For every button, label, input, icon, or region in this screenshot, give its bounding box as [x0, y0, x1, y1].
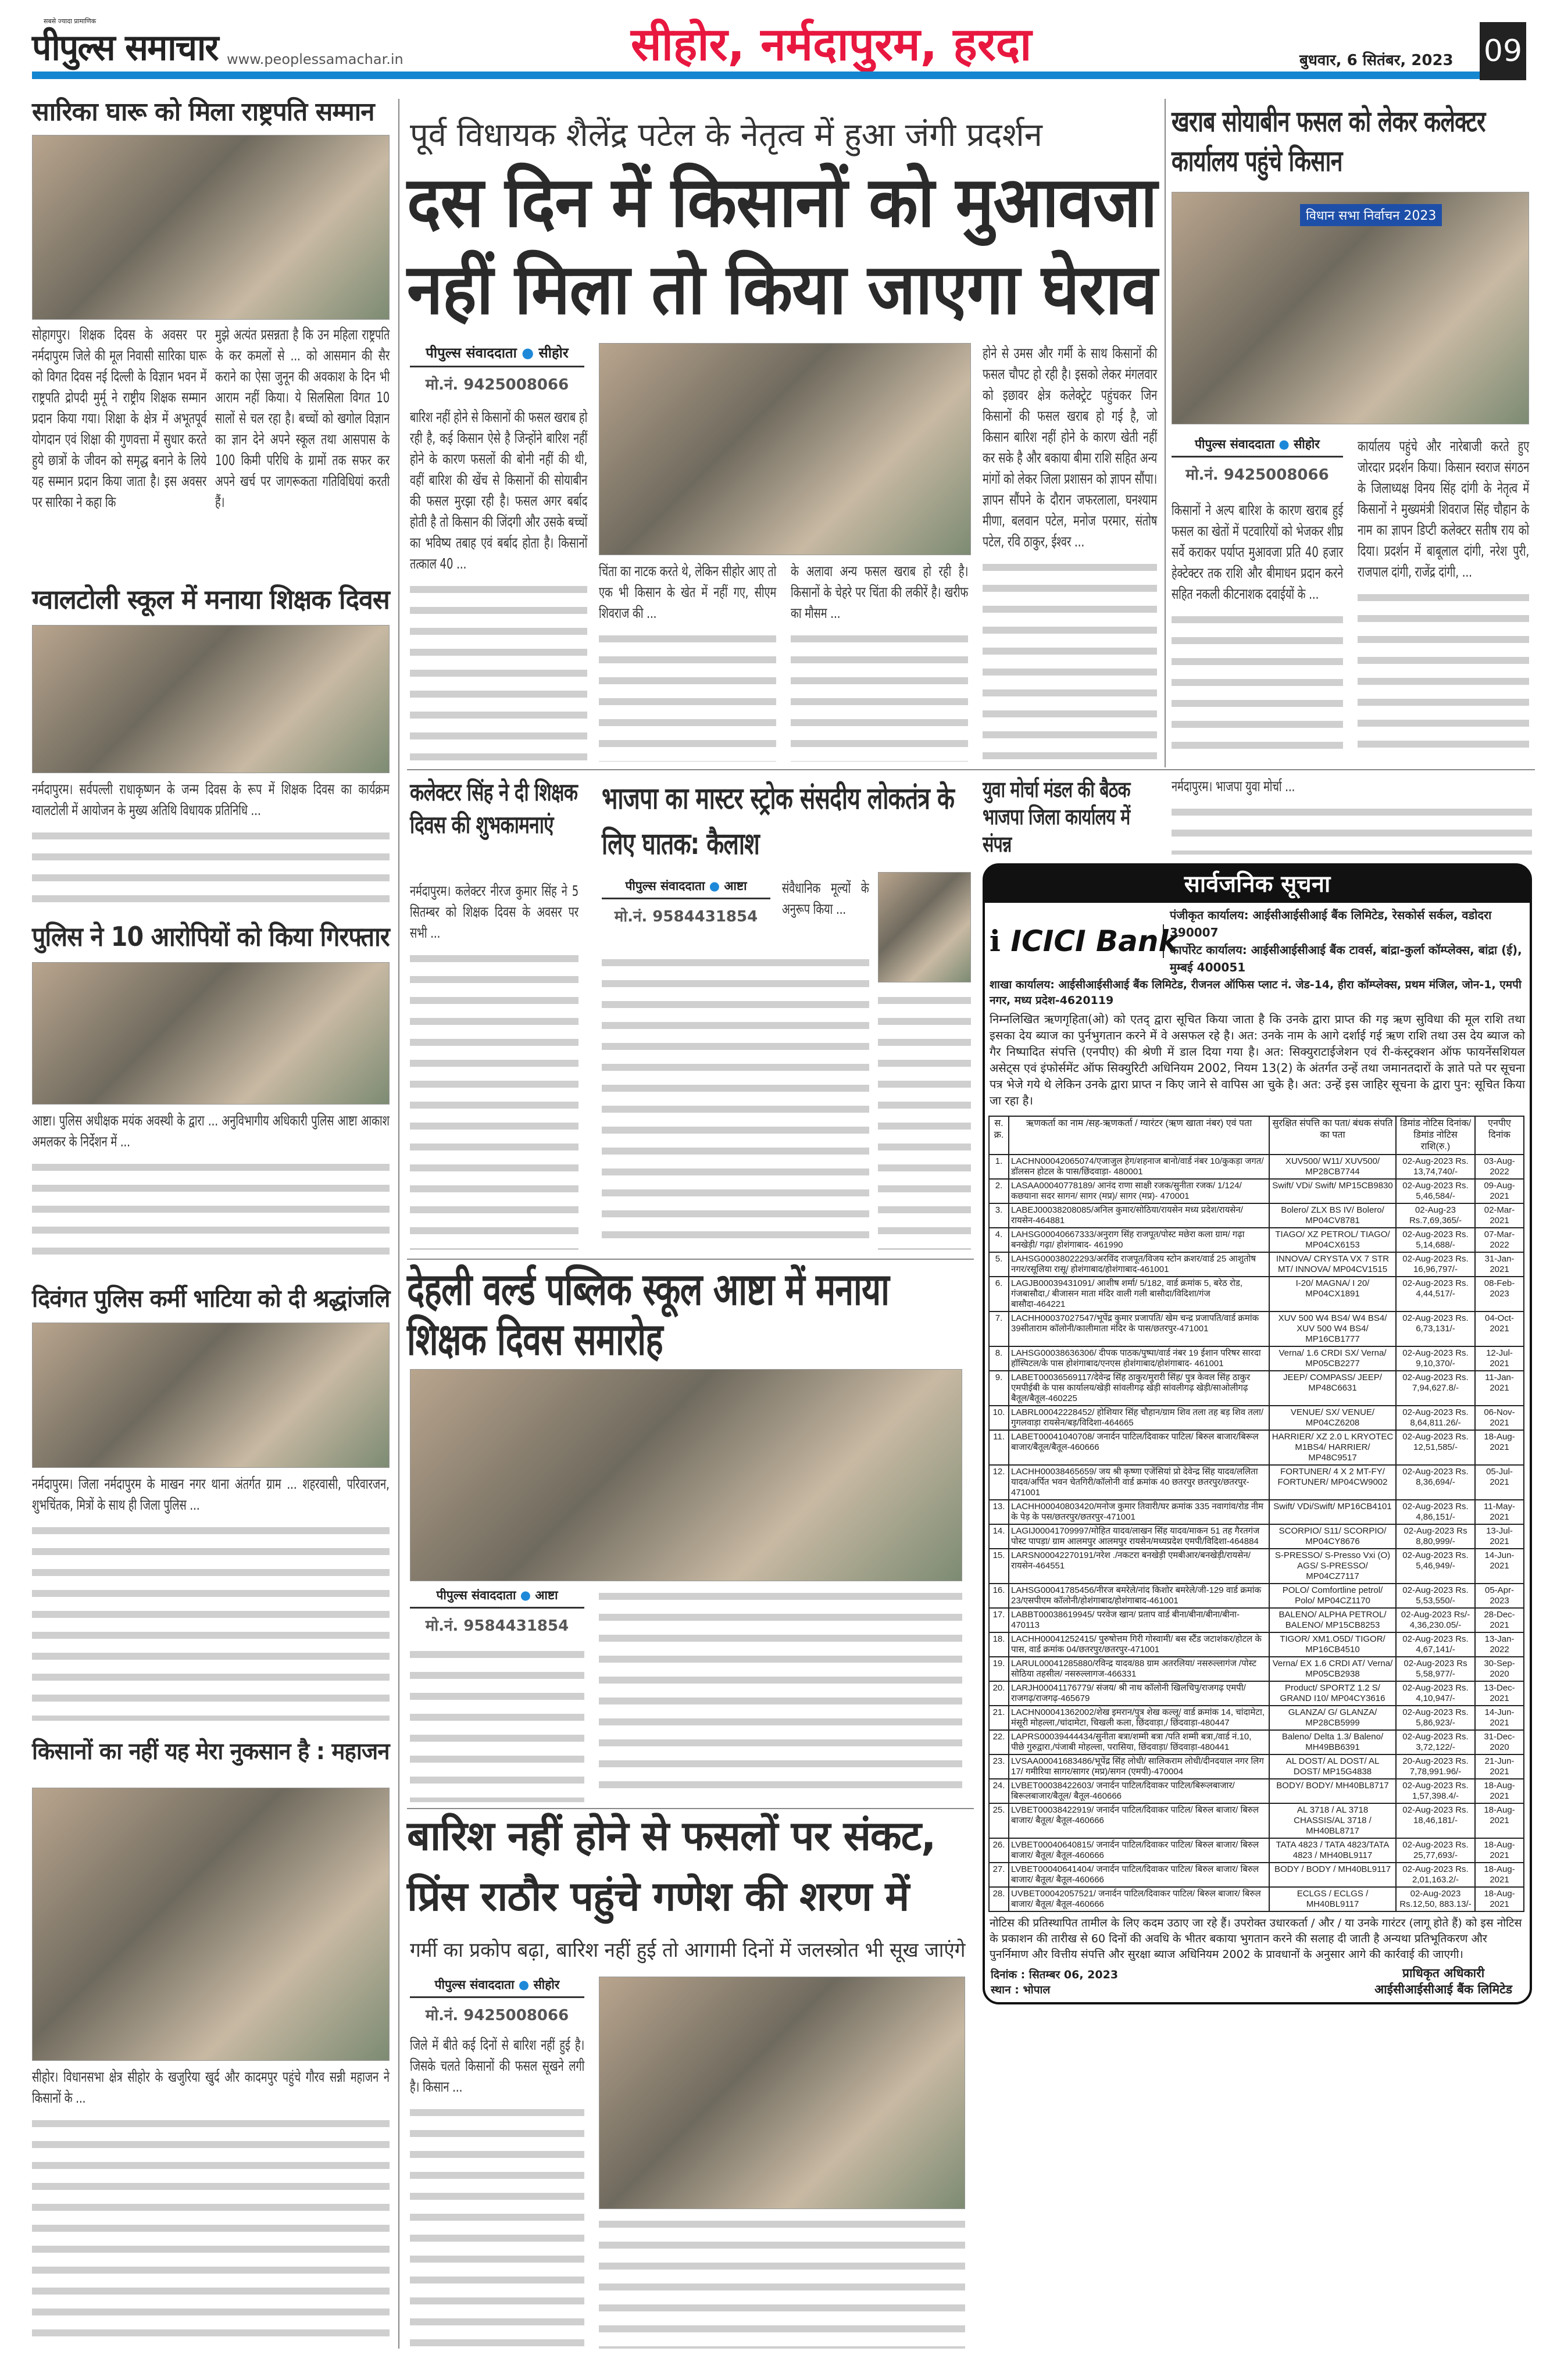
headline-gwaltoli: ग्वालटोली स्कूल में मनाया शिक्षक दिवस [32, 584, 390, 615]
rain-subhead: गर्मी का प्रकोप बढ़ा, बारिश नहीं हुई तो आगामी दिनों में जलस्त्रोत भी सूख जाएंगे [410, 1939, 966, 1962]
asset-cell: FORTUNER/ 4 X 2 MT-FY/ FORTUNER/ MP04CW9002 [1269, 1465, 1396, 1500]
icici-public-notice [983, 863, 1532, 2004]
serial-cell: 12. [989, 1465, 1009, 1500]
table-row [989, 1228, 1524, 1252]
asset-cell: AL 3718 / AL 3718 CHASSIS/AL 3718 / MH40BL8717 [1269, 1803, 1396, 1838]
table-row [989, 1706, 1524, 1730]
npa-date-cell: 18-Aug-2021 [1475, 1887, 1524, 1911]
text-column [1172, 803, 1532, 855]
table-row [989, 1430, 1524, 1465]
serial-cell: 7. [989, 1311, 1009, 1346]
demand-notice-cell: 02-Aug-2023 Rs. 8,36,694/- [1396, 1465, 1475, 1500]
section-divider [407, 1808, 974, 1809]
edition-date: बुधवार, 6 सितंबर, 2023 [1299, 52, 1454, 69]
lead-kicker: पूर्व विधायक शैलेंद्र पटेल के नेतृत्व में हुआ जंगी प्रदर्शन [410, 116, 1042, 154]
lead-headline-line1: दस दिन में किसानों को मुआवजा [407, 162, 1157, 243]
serial-cell: 15. [989, 1549, 1009, 1584]
article-soybean-col1: किसानों ने अल्प बारिश के कारण खराब हुई फसल का खेतों में पटवारियों को भेजकर शीघ्र सर्वे कराकर पर्याप्त मुआवजा प्रति 40 हजार हेक्टेक्टर तक राशि और बीमाधन प्रदान करने सहित नकली कीटनाशक दवाईयों के ... [1172, 502, 1344, 602]
npa-date-cell: 13-Jul-2021 [1475, 1524, 1524, 1549]
borrower-cell: LACHH00041252415/ पुरुषोत्तम गिरी गोस्वामी/ बस स्टैंड जटाशंकर/होटल के पास, वार्ड क्रमांक 04/छतरपुर/छतरपुर-471001 [1009, 1632, 1269, 1657]
serial-cell: 17. [989, 1608, 1009, 1632]
lead-byline [410, 343, 584, 394]
npa-date-cell: 14-Jun-2021 [1475, 1706, 1524, 1730]
bullet-icon: ● [1279, 437, 1290, 451]
npa-date-cell: 18-Aug-2021 [1475, 1863, 1524, 1887]
table-row [989, 1657, 1524, 1681]
asset-cell: HARRIER/ XZ 2.0 L KRYOTEC M1BS4/ HARRIER/ MP48C9517 [1269, 1430, 1396, 1465]
bullet-icon: ● [522, 345, 534, 361]
photo-kailash [878, 872, 971, 982]
text-column [410, 580, 587, 762]
logo-tagline: सबसे ज्यादा प्रामाणिक [44, 17, 97, 25]
text-column [32, 1158, 390, 1267]
photo-banner-text: विधान सभा निर्वाचन 2023 [1300, 204, 1442, 226]
asset-cell: BODY / BODY / MH40BL9117 [1269, 1863, 1396, 1887]
asset-cell: AL DOST/ AL DOST/ AL DOST/ MP15G4838 [1269, 1754, 1396, 1779]
headline-tribute: दिवंगत पुलिस कर्मी भाटिया को दी श्रद्धांजलि [32, 1284, 390, 1313]
borrower-cell: LARSN00042270191/नरेश ./नकटरा बनखेड़ी एमबीआर/बनखेड़ी/रायसेन/रायसेन-464551 [1009, 1549, 1269, 1584]
photo-gwaltoli [32, 625, 390, 773]
table-row [989, 1584, 1524, 1608]
right-byline [1172, 436, 1343, 484]
lead-article-col1: बारिश नहीं होने से किसानों की फसल खराब हो रही है, कई किसान ऐसे है जिन्होंने बारिश नहीं होने के कारण फसलों की बोनी नहीं की थी, वहीं बारिश की खेंच से किसानों की सोयाबीन की फसल मुरझा रही है। फसल अगर बर्बाद होती है तो किसान की जिंदगी और उसके बच्चों का भविष्य तबाह एवं बर्बाद होता है। किसानों तत्काल 40 ... [410, 409, 588, 572]
demand-notice-cell: 02-Aug-2023 Rs. 12,51,585/- [1396, 1430, 1475, 1465]
npa-date-cell: 02-Mar-2021 [1475, 1203, 1524, 1228]
reporter-credit: पीपुल्स संवाददाता ● आष्टा [602, 878, 770, 899]
demand-notice-cell: 02-Aug-2023 Rs/- 4,36,230.05/- [1396, 1608, 1475, 1632]
demand-notice-cell: 02-Aug-2023 Rs. 9,10,370/- [1396, 1346, 1475, 1371]
table-header: ऋणकर्ता का नाम /सह-ऋणकर्ता / ग्यारंटर (ऋण खाता नंबर) एवं पता [1009, 1116, 1269, 1155]
demand-notice-cell: 02-Aug-2023 Rs. 5,14,688/- [1396, 1228, 1475, 1252]
serial-cell: 5. [989, 1252, 1009, 1277]
section-title: सीहोर, नर्मदापुरम, हरदा [631, 19, 1032, 71]
headline-delhi-world-school: देहली वर्ल्ड पब्लिक स्कूल आष्टा में मनाया शिक्षक दिवस समारोह [407, 1263, 890, 1365]
article-collector: नर्मदापुरम। कलेक्टर नीरज कुमार सिंह ने 5 सितम्बर को शिक्षक दिवस के अवसर पर सभी ... [410, 882, 579, 941]
npa-date-cell: 18-Aug-2021 [1475, 1430, 1524, 1465]
borrower-cell: LAGJB00039431091/ आशीष शर्मा/ 5/182, वार्ड क्रमांक 5, बरेठ रोड, गंजबासौदा,/ बीजासन माता मंदिर वाली गली बासौदा/विदिशा/गंज बासौदा-464221 [1009, 1277, 1269, 1311]
asset-cell: S-PRESSO/ S-Presso Vxi (O) AGS/ S-PRESSO/ MP04CZ7117 [1269, 1549, 1396, 1584]
text-column [791, 630, 968, 762]
notice-footer: नोटिस की प्रतिस्थापित तामील के लिए कदम उठाए जा रहे हैं। उपरोक्त उधारकर्ता / और / या उनके गारंटर (लागू होते हैं) को इस नोटिस के प्रकाशन की तारीख से 60 दिनों की अवधि के भीतर बकाया भुगतान करने की सलाह दी जाती है अन्यथा प्रतिभूतिकरण और पुनर्निमाण और वित्तीय संपत्ति और सुरक्षा ब्याज अधिनियम 2002 के प्रावधानों के अनुसार आगे की कार्रवाई की जाएगी। [990, 1917, 1522, 1961]
borrower-cell: LABEJ00038208085/अनिल कुमार/सोठिया/रायसेन मध्य प्रदेश/रायसेन/रायसेन-464881 [1009, 1203, 1269, 1228]
lead-article-col3: के अलावा अन्य फसल खराब हो रही है। किसानों के चेहरे पर चिंता की लकीरें है। खरीफ का मौसम ... [791, 563, 969, 621]
masthead [32, 17, 1526, 80]
bullet-icon: ● [518, 1978, 530, 1992]
asset-cell: Baleno/ Delta 1.3/ Baleno/ MH49BB6391 [1269, 1730, 1396, 1754]
demand-notice-cell: 02-Aug-2023 Rs. 8,64,811.26/- [1396, 1406, 1475, 1430]
article-gwaltoli: नर्मदापुरम। सर्वपल्ली राधाकृष्णन के जन्म दिवस के रूप में शिक्षक दिवस का कार्यक्रम ग्वालटोली में आयोजन के मुख्य अतिथि विधायक प्रतिनिधि ... [32, 781, 390, 819]
borrower-cell: LAHSG00038636306/ दीपक पाठक/पुष्पा/वार्ड नंबर 19 ईशान परिषर सारदा हॉस्पिटल/के पास होशंगाबाद/एनएस होशंगाबाद/होशंगाबाद- 461001 [1009, 1346, 1269, 1371]
asset-cell: ECLGS / ECLGS / MH40BL9117 [1269, 1887, 1396, 1911]
serial-cell: 9. [989, 1371, 1009, 1406]
reporter-mobile: मो.नं. 9425008066 [1185, 466, 1329, 484]
article-rain: जिले में बीते कई दिनों से बारिश नहीं हुई है। जिसके चलते किसानों की फसल सूखने लगी है। किसान ... [410, 2036, 585, 2095]
borrower-cell: LAHSG00038022293/अरविंद राजपूत/विजय स्टोन क्रशर/वार्ड 25 आशुतोष नगर/रसूलिया रासू/ होशंगाबाद/होशंगाबाद-461001 [1009, 1252, 1269, 1277]
notice-date-place: दिनांक : सितम्बर 06, 2023 स्थान : भोपाल [991, 1968, 1119, 1996]
borrower-cell: LVBET00038422919/ जनार्दन पाटिल/दिवाकर पाटिल/ बिरुल बाजार/ बिरुल बाजार/ बैतूल/ बैतूल-460666 [1009, 1803, 1269, 1838]
demand-notice-cell: 02-Aug-2023 Rs. 4,86,151/- [1396, 1500, 1475, 1524]
asset-cell: I-20/ MAGNA/ I 20/ MP04CX1891 [1269, 1277, 1396, 1311]
text-column [32, 827, 390, 910]
asset-cell: BODY/ BODY/ MH40BL8717 [1269, 1779, 1396, 1803]
table-row [989, 1179, 1524, 1203]
asset-cell: Bolero/ ZLX BS IV/ Bolero/ MP04CV8781 [1269, 1203, 1396, 1228]
reporter-mobile: मो.नं. 9584431854 [614, 908, 758, 925]
table-row [989, 1311, 1524, 1346]
serial-cell: 3. [989, 1203, 1009, 1228]
serial-cell: 14. [989, 1524, 1009, 1549]
borrower-cell: LACHH00038465659/ जय श्री कृष्णा एजेंसियां प्रो देवेन्द्र सिंह यादव/ललिता यादव/अर्पित भवन चेतगिरी/कॉलोनी वार्ड क्रमांक 40 छतरपुर छतरपुर/छतरपुर- 471001 [1009, 1465, 1269, 1500]
table-header: स.क्र. [989, 1116, 1009, 1155]
lead-headline-line2: नहीं मिला तो किया जाएगा घेराव [407, 249, 1157, 330]
reporter-mobile: मो.नं. 9584431854 [425, 1617, 569, 1635]
borrower-cell: UVBET00042057521/ जनार्दन पाटिल/दिवाकर पाटिल/ बिरुल बाजार/ बिरुल बाजार/ बैतूल/ बैतूल-460666 [1009, 1887, 1269, 1911]
text-column [410, 1645, 584, 1802]
table-header: सुरक्षित संपत्ति का पता/ बंधक संपति का पता [1269, 1116, 1396, 1155]
serial-cell: 16. [989, 1584, 1009, 1608]
asset-cell: Verna/ EX 1.6 CRDI AT/ Verna/ MP05CB2938 [1269, 1657, 1396, 1681]
icici-logo-mark: ℹ [990, 924, 1001, 958]
article-soybean-col2: कार्यालय पहुंचे और नारेबाजी करते हुए जोरदार प्रदर्शन किया। किसान स्वराज संगठन के जिलाध्यक्ष विनय सिंह दांगी के नेतृत्व में किसानों ने मुख्यमंत्री शिवराज सिंह चौहान के नाम का ज्ञापन डिप्टी कलेक्टर सतीष राय को दिया। प्रदर्शन में बाबूलाल दांगी, नरेश पुरी, राजपाल दांगी, राजेंद्र दांगी, ... [1358, 438, 1530, 580]
text-column [410, 2103, 584, 2349]
table-row [989, 1754, 1524, 1779]
serial-cell: 28. [989, 1887, 1009, 1911]
table-row [989, 1608, 1524, 1632]
npa-date-cell: 05-Jul-2021 [1475, 1465, 1524, 1500]
asset-cell: JEEP/ COMPASS/ JEEP/ MP48C6631 [1269, 1371, 1396, 1406]
newspaper-logo[interactable]: पीपुल्स समाचार [32, 26, 218, 69]
serial-cell: 22. [989, 1730, 1009, 1754]
lead-article-col2: चिंता का नाटक करते थे, लेकिन सीहोर आए तो एक भी किसान के खेत में नहीं गए, सीएम शिवराज की ... [599, 563, 777, 621]
demand-notice-cell: 02-Aug-2023 Rs.12,50, 883.13/- [1396, 1887, 1475, 1911]
demand-notice-cell: 02-Aug-2023 Rs. 5,46,584/- [1396, 1179, 1475, 1203]
npa-date-cell: 21-Jun-2021 [1475, 1754, 1524, 1779]
asset-cell: POLO/ Comfortline petrol/ Polo/ MP04CZ1170 [1269, 1584, 1396, 1608]
photo-collectorate-farmers [1172, 192, 1529, 424]
bullet-icon: ● [709, 879, 720, 893]
text-column [32, 2114, 390, 2349]
reporter-credit: पीपुल्स संवाददाता ● सीहोर [410, 1977, 584, 1998]
demand-notice-cell: 02-Aug-2023 Rs. 4,10,947/- [1396, 1681, 1475, 1706]
serial-cell: 21. [989, 1706, 1009, 1730]
borrower-cell: LABET00041040708/ जनार्दन पाटिल/दिवाकर पाटिल/ बिरुल बाजार/बिरूल बाजार/बैतूल/बैतूल-460666 [1009, 1430, 1269, 1465]
serial-cell: 25. [989, 1803, 1009, 1838]
npa-date-cell: 31-Jan-2021 [1475, 1252, 1524, 1277]
table-row [989, 1346, 1524, 1371]
npa-date-cell: 11-May-2021 [1475, 1500, 1524, 1524]
demand-notice-cell: 02-Aug-2023 Rs. 4,67,141/- [1396, 1632, 1475, 1657]
bullet-icon: ● [520, 1588, 531, 1602]
npa-date-cell: 28-Dec-2021 [1475, 1608, 1524, 1632]
borrower-cell: LARUL00041285880/रविन्द्र यादव/88 ग्राम अतरलिया/ नसरुल्लागंज /पोस्ट सोठिया तहसील/ नसरुल्लागज-466331 [1009, 1657, 1269, 1681]
text-column [878, 991, 971, 1250]
borrower-cell: LABET00036569117/देवेन्द्र सिंह ठाकुर/मुरारी सिंह/ पुत्र केवल सिंह ठाकुर एमपीईबी के पास कार्यालय/खेड़ी सांवलीगढ़ खेड़ी सांवलीगढ़ खेड़ी/साओलीगढ़ बैतूल/बैतूल-460225 [1009, 1371, 1269, 1406]
borrower-cell: LAHSG00040667333/अनुराग सिंह राजपूत/पोस्ट मछेरा कला ग्राम/ गढ़ा बनखेड़ी/ गढ़ा/ होशंगाबाद- 461990 [1009, 1228, 1269, 1252]
table-row [989, 1887, 1524, 1911]
text-column [602, 953, 869, 1250]
borrower-cell: LAGIJ00041709997/मोहित यादव/लाखन सिंह यादव/माकन 51 तह गैरतगंज पोस्ट पापड़ा/ ग्राम आलमपुर आलमपुर रायसेन/मध्यप्रदेश एमपी/विदिशा-464884 [1009, 1524, 1269, 1549]
serial-cell: 10. [989, 1406, 1009, 1430]
icici-bank-logo: ℹ ICICI Bank [990, 924, 1178, 958]
serial-cell: 26. [989, 1838, 1009, 1863]
column-divider [1165, 99, 1166, 767]
serial-cell: 1. [989, 1155, 1009, 1179]
table-row [989, 1632, 1524, 1657]
asset-cell: TATA 4823 / TATA 4823/TATA 4823 / MH40BL9117 [1269, 1838, 1396, 1863]
npa-date-cell: 31-Dec-2020 [1475, 1730, 1524, 1754]
text-column [599, 630, 776, 762]
website-link[interactable]: www.peoplessamachar.in [227, 51, 403, 67]
serial-cell: 18. [989, 1632, 1009, 1657]
headline-rain-crisis-line1: बारिश नहीं होने से फसलों पर संकट, [407, 1812, 936, 1860]
serial-cell: 27. [989, 1863, 1009, 1887]
section-divider [407, 1259, 974, 1260]
serial-cell: 24. [989, 1779, 1009, 1803]
headline-police-arrest: पुलिस ने 10 आरोपियों को किया गिरफ्तार [32, 921, 390, 952]
rain-byline [410, 1977, 584, 2025]
bjp-byline [602, 878, 770, 926]
article-police-arrest: आष्टा। पुलिस अधीक्षक मयंक अवस्थी के द्वारा ... अनुविभागीय अधिकारी पुलिस आष्टा आकाश अमलकर के निर्देशन में ... [32, 1112, 390, 1150]
demand-notice-cell: 02-Aug-2023 Rs. 7,94,627.8/- [1396, 1371, 1475, 1406]
blue-rule [32, 72, 1480, 79]
asset-cell: Verna/ 1.6 CRDI SX/ Verna/ MP05CB2277 [1269, 1346, 1396, 1371]
serial-cell: 23. [989, 1754, 1009, 1779]
demand-notice-cell: 02-Aug-2023 Rs. 16,96,797/- [1396, 1252, 1475, 1277]
article-tribute: नर्मदापुरम। जिला नर्मदापुरम के माखन नगर थाना अंतर्गत ग्राम ... शहरवासी, परिवारजन, शुभचिंतक, मित्रों के साथ ही जिला पुलिस ... [32, 1475, 390, 1513]
npa-date-cell: 12-Jul-2021 [1475, 1346, 1524, 1371]
borrower-cell: LASAA00040778189/ आनंद राणा साक्षी रजक/सुनीता रजक/ 1/124/ कछयाना सदर सागन/ सागर (मप्र)/ सागर (मप्र)- 470001 [1009, 1179, 1269, 1203]
table-row [989, 1252, 1524, 1277]
borrower-cell: LABBT00038619945/ परवेज खान/ प्रताप वार्ड बीना/बीना/बीना/बीना- 470113 [1009, 1608, 1269, 1632]
demand-notice-cell: 02-Aug-2023 Rs. 3,72,122/- [1396, 1730, 1475, 1754]
headline-bjp-masterstroke: भाजपा का मास्टर स्ट्रोक संसदीय लोकतंत्र के लिए घातक: कैलाश [602, 781, 955, 862]
page-number: 09 [1480, 22, 1526, 80]
table-row [989, 1155, 1524, 1179]
asset-cell: VENUE/ SX/ VENUE/ MP04CZ6208 [1269, 1406, 1396, 1430]
table-header: एनपीए दिनांक [1475, 1116, 1524, 1155]
table-row [989, 1549, 1524, 1584]
table-row [989, 1500, 1524, 1524]
asset-cell: TIGOR/ XM1.O5D/ TIGOR/ MP16CB4510 [1269, 1632, 1396, 1657]
table-row [989, 1730, 1524, 1754]
text-column [1358, 588, 1529, 762]
headline-mahajan: किसानों का नहीं यह मेरा नुकसान है : महाजन [32, 1738, 390, 1765]
article-mahajan: सीहोर। विधानसभा क्षेत्र सीहोर के खजुरिया खुर्द और कादमपुर पहुंचे गौरव सन्नी महाजन ने किसानों के ... [32, 2068, 390, 2106]
borrower-cell: LABRL00042228452/ होशियार सिंह चौहान/ग्राम शिव तला तह बड़ शिव तला/गुगलवाड़ा रायसेन/बड़/विदिशा-464665 [1009, 1406, 1269, 1430]
borrower-cell: LAPRS00039444434/सुनीता बत्रा/शम्मी बत्रा /पति शम्मी बत्रा,/वार्ड नं.10, पीछे गुरुद्वारा,/पंजाबी मोहल्ला, परासिया, छिंदवाड़ा/ छिंदवाड़ा-480441 [1009, 1730, 1269, 1754]
reporter-mobile: मो.नं. 9425008066 [425, 376, 569, 394]
demand-notice-cell: 02-Aug-2023 Rs. 1,57,398.4/- [1396, 1779, 1475, 1803]
npa-date-cell: 11-Jan-2021 [1475, 1371, 1524, 1406]
table-header: डिमांड नोटिस दिनांक/ डिमांड नोटिस राशि(रु.) [1396, 1116, 1475, 1155]
asset-cell: INNOVA/ CRYSTA VX 7 STR MT/ INNOVA/ MP04CV1515 [1269, 1252, 1396, 1277]
borrower-cell: LVBET00038422603/ जनार्दन पाटिल/दिवाकर पाटिल/बिरूलबाजार/बिरूलबाजार/बैतूल/ बैतूल-460666 [1009, 1779, 1269, 1803]
npa-date-cell: 06-Nov-2021 [1475, 1406, 1524, 1430]
headline-soybean: खराब सोयाबीन फसल को लेकर कलेक्टर कार्यालय पहुंचे किसान [1172, 105, 1485, 178]
text-column [599, 2215, 965, 2349]
text-column [32, 1521, 390, 1721]
asset-cell: XUV500/ W11/ XUV500/ MP28CB7744 [1269, 1155, 1396, 1179]
table-row [989, 1863, 1524, 1887]
asset-cell: XUV 500 W4 BS4/ W4 BS4/ XUV 500 W4 BS4/ MP16CB1777 [1269, 1311, 1396, 1346]
corporate-office: कार्पोरेट कार्यालय: आईसीआईसीआई बैंक टावर्स, बांद्रा-कुर्ला कॉम्प्लेक्स, बांद्रा (ई), मुम्बई 400051 [1170, 943, 1522, 974]
table-row [989, 1524, 1524, 1549]
article-yuva-morcha: नर्मदापुरम। भाजपा युवा मोर्चा ... [1172, 778, 1295, 795]
asset-cell: SCORPIO/ S11/ SCORPIO/ MP04CY8676 [1269, 1524, 1396, 1549]
table-row [989, 1406, 1524, 1430]
serial-cell: 11. [989, 1430, 1009, 1465]
reporter-credit: पीपुल्स संवाददाता ● सीहोर [410, 343, 584, 367]
table-row [989, 1779, 1524, 1803]
demand-notice-cell: 02-Aug-2023 Rs. 13,74,740/- [1396, 1155, 1475, 1179]
photo-president-award [32, 135, 390, 320]
borrower-cell: LVBET00040641404/ जनार्दन पाटिल/दिवाकर पाटिल/ बिरुल बाजार/ बिरुल बाजार/ बैतूल/ बैतूल-460666 [1009, 1863, 1269, 1887]
reporter-mobile: मो.नं. 9425008066 [425, 2007, 569, 2024]
demand-notice-cell: 02-Aug-2023 Rs. 5,53,550/- [1396, 1584, 1475, 1608]
demand-notice-cell: 02-Aug-2023 Rs. 4,44,517/- [1396, 1277, 1475, 1311]
npa-date-cell: 14-Jun-2021 [1475, 1549, 1524, 1584]
npa-date-cell: 08-Feb-2023 [1475, 1277, 1524, 1311]
serial-cell: 2. [989, 1179, 1009, 1203]
asset-cell: Swift/ VDi/Swift/ MP16CB4101 [1269, 1500, 1396, 1524]
article-bjp-snippet: संवैधानिक मूल्यों के अनुरूप किया ... [782, 880, 869, 917]
npa-date-cell: 04-Oct-2021 [1475, 1311, 1524, 1346]
npa-date-cell: 03-Aug-2022 [1475, 1155, 1524, 1179]
headline-yuva-morcha: युवा मोर्चा मंडल की बैठक भाजपा जिला कार्यालय में संपन्न [983, 777, 1130, 857]
article-sarika-col2: मुझे अत्यंत प्रसन्नता है कि उन महिला राष्ट्रपति के कर कमलों से ... को आसमान की सैर कराने का ऐसा जुनून की अवकाश के दिन भी आराम नहीं किया। ये सिलसिला विगत 10 सालों से चल रहा है। बच्चों को खगोल विज्ञान का ज्ञान देने अपने स्कूल तथा आसपास के 100 किमी परिधि के ग्रामों तक सफर कर अपने खर्च पर जागरूकता गतिविधियां करती हैं। [215, 326, 390, 510]
demand-notice-cell: 02-Aug-2023 Rs. 25,77,693/- [1396, 1838, 1475, 1863]
headline-rain-crisis-line2: प्रिंस राठौर पहुंचे गणेश की शरण में [407, 1872, 909, 1920]
headline-sarika: सारिका घारू को मिला राष्ट्रपति सम्मान [32, 97, 374, 127]
npa-date-cell: 05-Apr-2023 [1475, 1584, 1524, 1608]
demand-notice-cell: 02-Aug-2023 Rs. 5,46,949/- [1396, 1549, 1475, 1584]
branch-office: शाखा कार्यालय: आईसीआईसीआई बैंक लिमिटेड, रीजनल ऑफिस प्लाट नं. जेड-14, हीरा कॉम्प्लेक्स, प्रथम मंजिल, जोन-1, एमपी नगर, मध्य प्रदेश-4620119 [990, 978, 1522, 1007]
text-column [599, 1587, 962, 1802]
asset-cell: GLANZA/ G/ GLANZA/ MP28CB5999 [1269, 1706, 1396, 1730]
demand-notice-cell: 02-Aug-2023 Rs 8,80,999/- [1396, 1524, 1475, 1549]
demand-notice-cell: 02-Aug-23 Rs.7,69,365/- [1396, 1203, 1475, 1228]
borrower-cell: LACHN00042065074/एजाजुल हेग/शहनाज बानो/वार्ड नंबर 10/कुकड़ा जगत/डॉलसन होटल के पास/छिंदवाड़ा- 480001 [1009, 1155, 1269, 1179]
serial-cell: 13. [989, 1500, 1009, 1524]
photo-farmer-protest [599, 343, 971, 555]
npa-date-cell: 13-Jan-2022 [1475, 1632, 1524, 1657]
demand-notice-cell: 02-Aug-2023 Rs. 2,01,163.2/- [1396, 1863, 1475, 1887]
table-row [989, 1465, 1524, 1500]
npa-date-cell: 07-Mar-2022 [1475, 1228, 1524, 1252]
authorized-signatory: प्राधिकृत अधिकारी आईसीआईसीआई बैंक लिमिटेड [1374, 1966, 1512, 1996]
table-row [989, 1203, 1524, 1228]
demand-notice-cell: 20-Aug-2023 Rs. 7,78,991.96/- [1396, 1754, 1475, 1779]
npa-table [988, 1116, 1524, 1912]
serial-cell: 4. [989, 1228, 1009, 1252]
npa-date-cell: 18-Aug-2021 [1475, 1779, 1524, 1803]
notice-title: सार्वजनिक सूचना [985, 866, 1530, 903]
borrower-cell: LVBET00040640815/ जनार्दन पाटिल/दिवाकर पाटिल/ बिरुल बाजार/ बिरुल बाजार/ बैतूल/ बैतूल-460666 [1009, 1838, 1269, 1863]
reporter-credit: पीपुल्स संवाददाता ● सीहोर [1172, 436, 1343, 458]
section-divider [407, 769, 1535, 770]
serial-cell: 20. [989, 1681, 1009, 1706]
article-sarika-col1: सोहागपुर। शिक्षक दिवस के अवसर पर नर्मदापुरम जिले की मूल निवासी सारिका घारू को विगत दिवस नई दिल्ली के विज्ञान भवन में राष्ट्रपति द्रोपदी मुर्मू ने राष्ट्रीय शिक्षक सम्मान प्रदान किया गया। शिक्षा के क्षेत्र में अभूतपूर्व योगदान एवं शिक्षा की गुणवत्ता में सुधार करते हुये छात्रों के जीवन को समृद्ध बनाने के लिये यह सम्मान प्रदान किया जाता है। इस अवसर पर सारिका ने कहा कि [32, 326, 207, 510]
photo-teachers-day-school [410, 1369, 962, 1581]
npa-date-cell: 09-Aug-2021 [1475, 1179, 1524, 1203]
borrower-cell: LVSAA00041683486/भूपेंद्र सिंह लोधी/ सालिकराम लोधी/दीनदयाल नगर लिग 17/ गमीरिया सागर/सागर (मप्र)/सगन (एमपी)-470004 [1009, 1754, 1269, 1779]
borrower-cell: LAHSG00041785456/नीरज बमरेले/नांद किशोर बमरेले/जी-129 वार्ड क्रमांक 23/एसपीएम कॉलोनी/होशंगाबाद/होशंगाबाद-461001 [1009, 1584, 1269, 1608]
demand-notice-cell: 02-Aug-2023 Rs. 6,73,131/- [1396, 1311, 1475, 1346]
table-row [989, 1371, 1524, 1406]
npa-date-cell: 18-Aug-2021 [1475, 1838, 1524, 1863]
text-column [410, 949, 578, 1250]
borrower-cell: LACHH00040803420/मनोज कुमार तिवारी/घर क्रमांक 335 नवागांव/रोड नीम के पेड़ के पस/छतरपुर/छतरपुर-471001 [1009, 1500, 1269, 1524]
borrower-cell: LACHH00037027547/भूपेंद्र कुमार प्रजापति/ खेम चन्द्र प्रजापति/वार्ड क्रमांक 39सीताराम कॉलोनी/कालीमाता मंदिर के पास/छतरपुर-471001 [1009, 1311, 1269, 1346]
serial-cell: 8. [989, 1346, 1009, 1371]
demand-notice-cell: 02-Aug-2023 Rs 5,58,977/- [1396, 1657, 1475, 1681]
serial-cell: 6. [989, 1277, 1009, 1311]
asset-cell: TIAGO/ XZ PETROL/ TIAGO/ MP04CX6153 [1269, 1228, 1396, 1252]
npa-date-cell: 30-Sep-2020 [1475, 1657, 1524, 1681]
registered-office: पंजीकृत कार्यालय: आईसीआईसीआई बैंक लिमिटेड, रेसकोर्स सर्कल, वडोदरा 390007 [1170, 908, 1492, 939]
table-row [989, 1838, 1524, 1863]
npa-date-cell: 18-Aug-2021 [1475, 1803, 1524, 1838]
headline-collector: कलेक्टर सिंह ने दी शिक्षक दिवस की शुभकामनाएं [410, 778, 578, 839]
demand-notice-cell: 02-Aug-2023 Rs. 18,46,181/- [1396, 1803, 1475, 1838]
photo-prince-rathore-procession [599, 1977, 965, 2209]
photo-police [32, 962, 390, 1105]
npa-date-cell: 13-Dec-2021 [1475, 1681, 1524, 1706]
reporter-credit: पीपुल्स संवाददाता ● आष्टा [410, 1587, 584, 1609]
asset-cell: Product/ SPORTZ 1.2 S/ GRAND I10/ MP04CY3616 [1269, 1681, 1396, 1706]
serial-cell: 19. [989, 1657, 1009, 1681]
asset-cell: BALENO/ ALPHA PETROL/ BALENO/ MP15CB8253 [1269, 1608, 1396, 1632]
column-divider [398, 99, 399, 2349]
borrower-cell: LARJH00041176779/ संजय/ श्री नाथ कॉलोनी खिलचिपु/राजगढ़ एमपी/राजगढ़/राजगढ़-465679 [1009, 1681, 1269, 1706]
school-byline [410, 1587, 584, 1635]
text-column [1172, 610, 1343, 762]
table-row [989, 1277, 1524, 1311]
notice-intro: निम्नलिखित ऋणगृहिता(ओ) को एतद् द्वारा सूचित किया जाता है कि उनके द्वारा प्राप्त की गइ ऋण सुविधा की मूल राशि तथा इसका देय ब्याज का पुर्नभुगतान करने में वे असफल रहे है। अत: उनके नाम के आगे दर्शाई गई ऋण राशि तथा उस देय ब्याज को गैर निष्पादित संपत्ति (एनपीए) की श्रेणी में डाल दिया गया है। अत: सिक्युराटाईजेशन एवं री-कंस्ट्रक्शन ऑफ फायनेंसशियल असेट्स एवं इंफोर्समेंट ऑफ सिक्युरिटी अधिनियम 2002, नियम 13(2) के अंतर्गत उन्हें तथा जमानतदारों के ज्ञाते पते पर सूचना पत्र भेजे गये थे लेकिन उनके द्वारा प्राप्त न किए जाने से वापिस आ चुके है। अत: उन्हें इस जाहिर सूचना के द्वारा पुन: सूचित किया जा रहा है। [990, 1012, 1525, 1107]
photo-mahajan [32, 1788, 390, 2061]
asset-cell: Swift/ VDi/ Swift/ MP15CB9830 [1269, 1179, 1396, 1203]
demand-notice-cell: 02-Aug-2023 Rs. 5,86,923/- [1396, 1706, 1475, 1730]
table-row [989, 1803, 1524, 1838]
lead-article-col4: होने से उमस और गर्मी के साथ किसानों की फसल चौपट हो रही है। इसको लेकर मंगलवार को इछावर क्षेत्र कलेक्ट्रेट पहुंचकर जिन किसानों की फसल खराब हो गई है, जो किसान बारिश नहीं होने के कारण खेती नहीं कर सके है और बकाया बीमा राशि सहित अन्य मांगों को लेकर जिला प्रशासन को ज्ञापन सौंपा। ज्ञापन सौंपने के दौरान जफरलाला, घनश्याम मीणा, बलवान पटेल, मनोज परमार, संतोष पटेल, रवि ठाकुर, ईश्वर ... [983, 345, 1158, 550]
table-row [989, 1681, 1524, 1706]
borrower-cell: LACHN00041362002/शेख इमरान/पुत्र शेख कल्लू/ वार्ड क्रमांक 14, चांदामेटा, मंसूरी मोहल्ला,/चांदामेटा, चिखली कला, छिंदवाड़ा,/ छिंदवाड़ा-480447 [1009, 1706, 1269, 1730]
text-column [983, 558, 1157, 762]
photo-tribute [32, 1323, 390, 1468]
